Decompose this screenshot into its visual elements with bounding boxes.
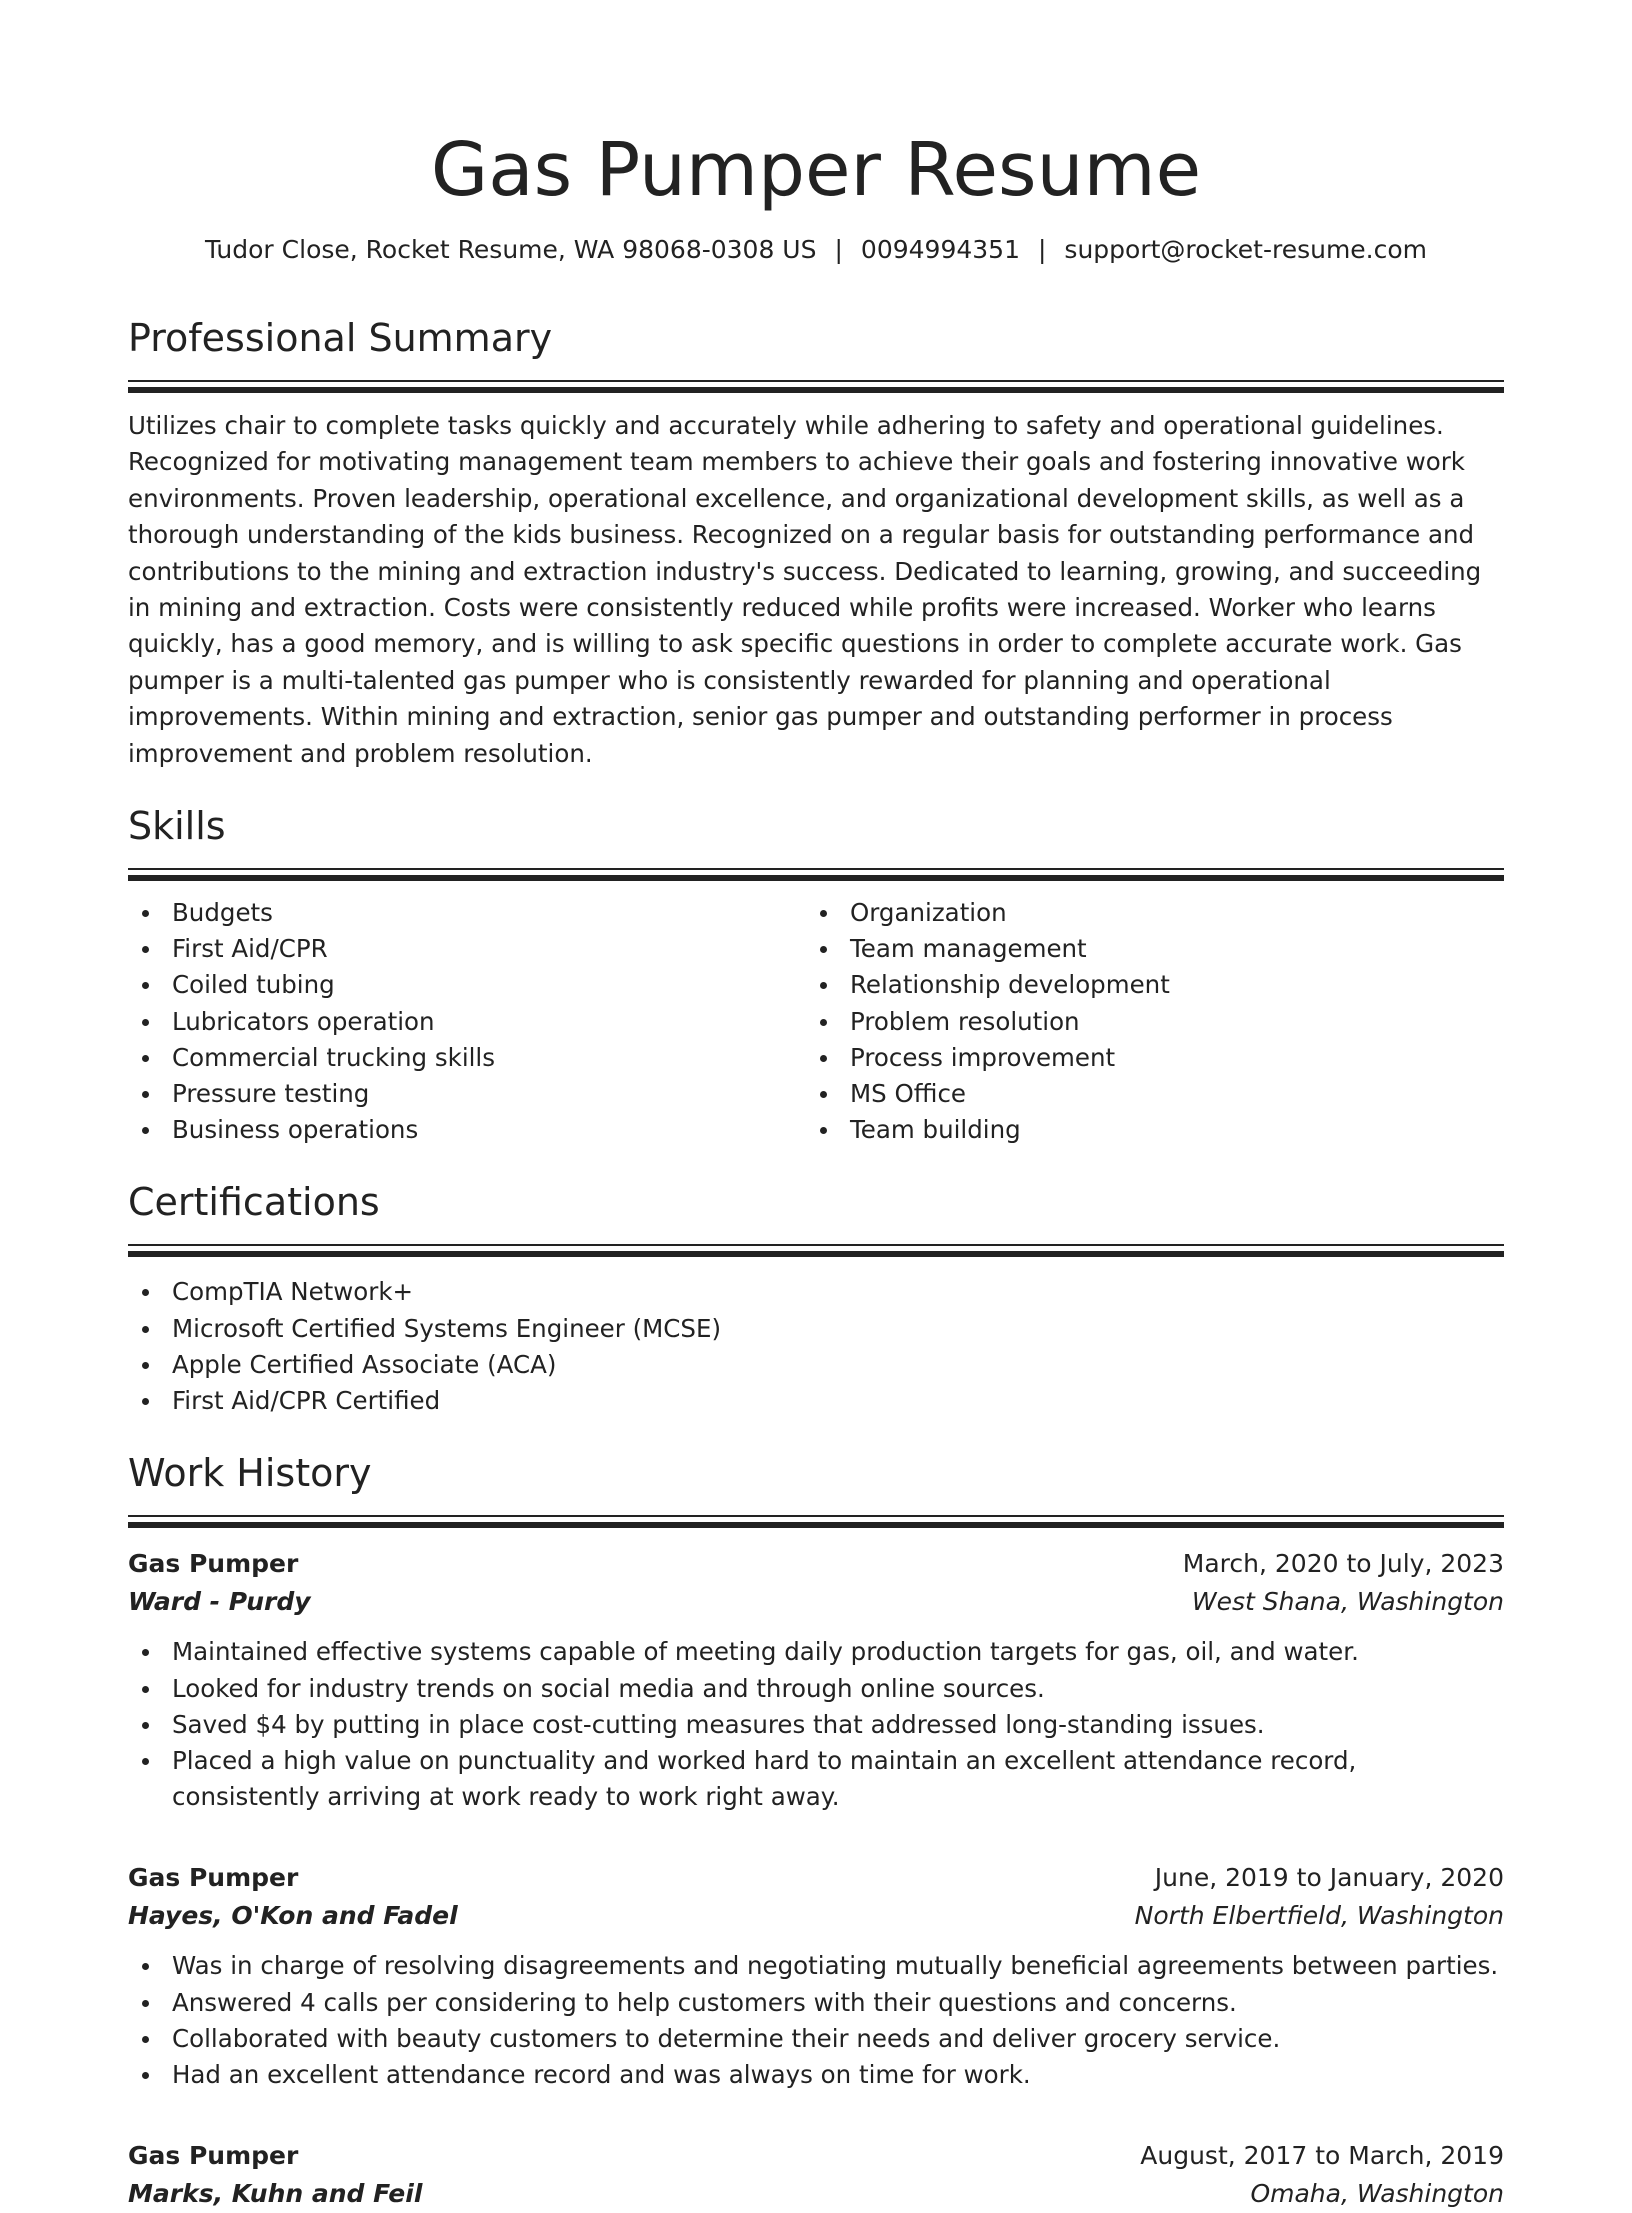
section-divider: [128, 1515, 1504, 1529]
job-duty-item: Had an excellent attendance record and was always on time for work.: [128, 2057, 1504, 2093]
skill-item: Process improvement: [806, 1040, 1484, 1076]
job-title: Gas Pumper: [128, 1549, 299, 1579]
skills-list-right: [806, 895, 1484, 1148]
skill-item: First Aid/CPR: [128, 931, 806, 967]
certification-item: Microsoft Certified Systems Engineer (MCSE): [128, 1311, 1504, 1347]
job-header-row: [128, 1859, 1504, 1897]
contact-address: Tudor Close, Rocket Resume, WA 98068-0308 US: [204, 235, 817, 264]
job-duty-item: Saved $4 by putting in place cost-cutting measures that addressed long-standing issues.: [128, 1707, 1504, 1743]
section-title-certifications: Certifications: [128, 1180, 380, 1225]
job-company-row: [128, 1897, 1504, 1935]
job-duty-item: Looked for industry trends on social media and through online sources.: [128, 1671, 1504, 1707]
certification-item: First Aid/CPR Certified: [128, 1383, 1504, 1419]
contact-email[interactable]: support@rocket-resume.com: [1064, 235, 1428, 264]
skill-item: Problem resolution: [806, 1004, 1484, 1040]
job-dates: March, 2020 to July, 2023: [1182, 1549, 1504, 1579]
contact-separator: |: [834, 235, 843, 264]
job-title: Gas Pumper: [128, 1863, 299, 1893]
job-entry: [128, 1859, 1504, 2093]
skill-item: Team management: [806, 931, 1484, 967]
job-header-row: [128, 1545, 1504, 1583]
job-dates: June, 2019 to January, 2020: [1154, 1863, 1504, 1893]
skill-item: MS Office: [806, 1076, 1484, 1112]
job-duty-item: Placed a high value on punctuality and worked hard to maintain an excellent attendance record, consistently arriving at work ready to work right away.: [128, 1743, 1504, 1815]
skill-item: Business operations: [128, 1112, 806, 1148]
job-location: Omaha, Washington: [1250, 2179, 1504, 2209]
contact-phone: 0094994351: [860, 235, 1020, 264]
job-title: Gas Pumper: [128, 2141, 299, 2171]
job-company: Hayes, O'Kon and Fadel: [128, 1901, 458, 1931]
summary-section: [128, 314, 1504, 772]
certification-item: Apple Certified Associate (ACA): [128, 1347, 1504, 1383]
job-dates: August, 2017 to March, 2019: [1140, 2141, 1504, 2171]
job-duty-item: Collaborated with beauty customers to determine their needs and deliver grocery service.: [128, 2021, 1504, 2057]
job-location: North Elbertfield, Washington: [1134, 1901, 1504, 1931]
section-divider: [128, 868, 1504, 882]
section-divider: [128, 380, 1504, 394]
skill-item: Organization: [806, 895, 1484, 931]
job-company-row: [128, 1583, 1504, 1621]
job-duty-item: Answered 4 calls per considering to help customers with their questions and concerns.: [128, 1985, 1504, 2021]
certifications-section: [128, 1178, 1504, 1419]
job-company: Marks, Kuhn and Feil: [128, 2179, 423, 2209]
skills-list-left: [128, 895, 806, 1148]
job-duty-item: Was in charge of resolving disagreements and negotiating mutually beneficial agreements between parties.: [128, 1948, 1504, 1984]
skill-item: Lubricators operation: [128, 1004, 806, 1040]
skill-item: Coiled tubing: [128, 967, 806, 1003]
skill-item: Relationship development: [806, 967, 1484, 1003]
skill-item: Budgets: [128, 895, 806, 931]
certifications-list: [128, 1274, 1504, 1419]
job-duties-list: [128, 1634, 1504, 1815]
skill-item: Commercial trucking skills: [128, 1040, 806, 1076]
resume-title: Gas Pumper Resume: [430, 127, 1202, 213]
section-title-work-history: Work History: [128, 1451, 372, 1496]
job-entry: [128, 2137, 1504, 2213]
skills-section: [128, 802, 1504, 1148]
work-history-section: [128, 1449, 1504, 2213]
job-company-row: [128, 2175, 1504, 2213]
job-duty-item: Maintained effective systems capable of meeting daily production targets for gas, oil, and water.: [128, 1634, 1504, 1670]
section-divider: [128, 1244, 1504, 1258]
skills-columns: [128, 895, 1504, 1148]
resume-page: [128, 0, 1504, 2213]
contact-line: [128, 232, 1504, 268]
job-header-row: [128, 2137, 1504, 2175]
certification-item: CompTIA Network+: [128, 1274, 1504, 1310]
job-duties-list: [128, 1948, 1504, 2093]
job-entry: [128, 1545, 1504, 1815]
skill-item: Team building: [806, 1112, 1484, 1148]
summary-text: Utilizes chair to complete tasks quickly and accurately while adhering to safety and operational guidelines. Recognized for motivating management team members to achieve their goals and fostering innovative work environments. Proven leadership, operational excellence, and organizational development skills, as well as a thorough understanding of the kids business. Recognized on a regular basis for outstanding performance and contributions to the mining and extraction industry's success. Dedicated to learning, growing, and succeeding in mining and extraction. Costs were consistently reduced while profits were increased. Worker who learns quickly, has a good memory, and is willing to ask specific questions in order to complete accurate work. Gas pumper is a multi-talented gas pumper who is consistently rewarded for planning and operational improvements. Within mining and extraction, senior gas pumper and outstanding performer in process improvement and problem resolution.: [128, 411, 1482, 768]
section-title-skills: Skills: [128, 804, 226, 849]
contact-separator: |: [1037, 235, 1047, 264]
section-title-summary: Professional Summary: [128, 316, 553, 360]
job-location: West Shana, Washington: [1191, 1587, 1504, 1617]
job-company: Ward - Purdy: [128, 1587, 311, 1617]
skill-item: Pressure testing: [128, 1076, 806, 1112]
